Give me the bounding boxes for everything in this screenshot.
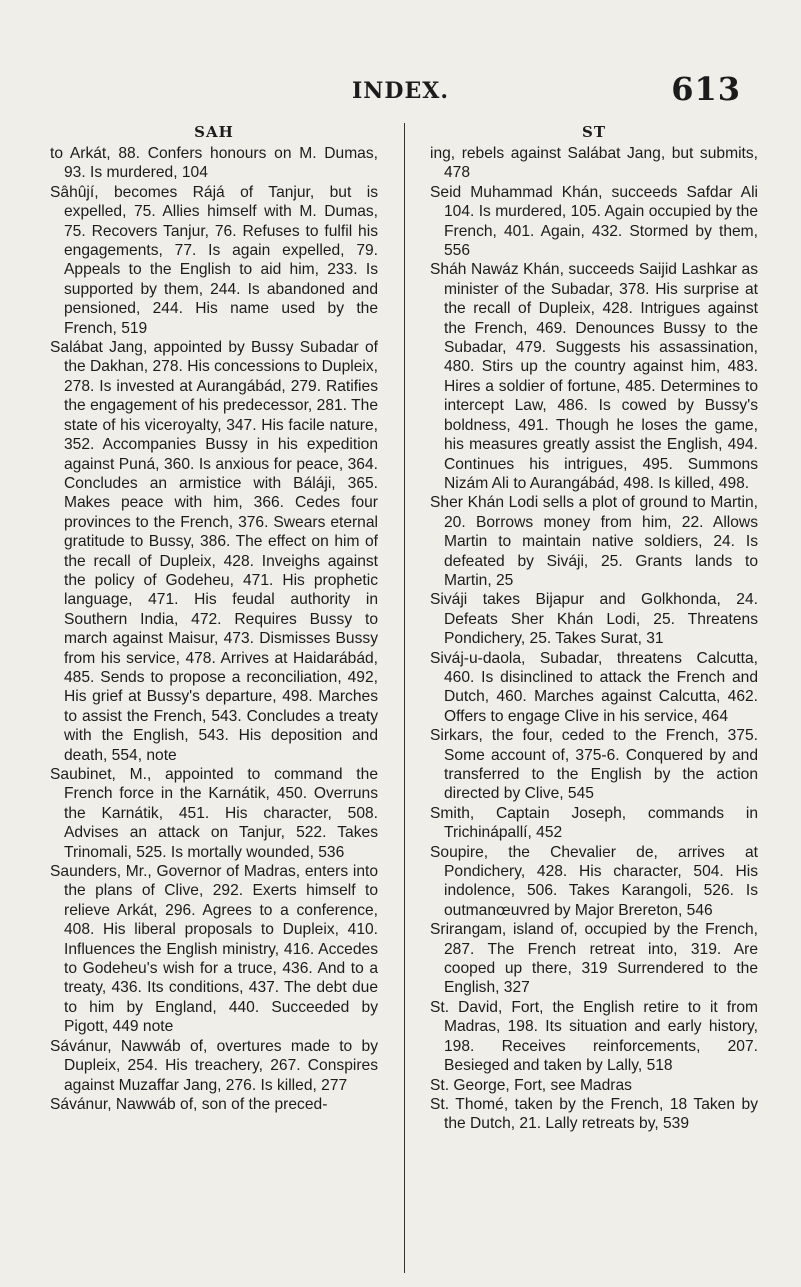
index-entry: Sher Khán Lodi sells a plot of ground to Martin, 20. Borrows money from him, 22. Allows Martin to maintain native soldiers, 24. Is defeated by Siváji, 25. Grants lands to Martin, 25	[430, 494, 758, 589]
index-entry: Sirkars, the four, ceded to the French, 375. Some account of, 375-6. Conquered by and transferred to the English by the action directed by Clive, 545	[430, 727, 758, 803]
index-entry: Saunders, Mr., Governor of Madras, enters into the plans of Clive, 292. Exerts himself to relieve Arkát, 296. Agrees to a conference, 408. His liberal proposals to Dupleix, 410. Influences the English ministry, 416. Accedes to Godeheu's wish for a truce, 436. And to a treaty, 436. Its conditions, 437. The debt due to him by England, 440. Succeeded by Pigott, 449 note	[50, 863, 378, 1036]
page-header	[0, 70, 801, 108]
index-entry: Siváji takes Bijapur and Golkhonda, 24. Defeats Sher Khán Lodi, 25. Threatens Pondichery, 25. Takes Surat, 31	[430, 591, 758, 648]
index-entry: St. George, Fort, see Madras	[430, 1076, 632, 1094]
index-entry: Soupire, the Chevalier de, arrives at Pondichery, 428. His character, 504. His indolence, 506. Takes Karangoli, 526. Is outmanœuvred by Major Brereton, 546	[430, 843, 758, 919]
index-entry: Srirangam, island of, occupied by the French, 287. The French retreat into, 319. Are cooped up there, 319 Surrendered to the English, 327	[430, 921, 758, 997]
page-number: 613	[671, 70, 741, 108]
index-entry: Siváj-u-daola, Subadar, threatens Calcutta, 460. Is disinclined to attack the French and Dutch, 460. Marches against Calcutta, 462. Offers to engage Clive in his service, 464	[430, 649, 758, 725]
index-entry: Sávánur, Nawwáb of, son of the preced-	[50, 1095, 328, 1113]
index-entry: ing, rebels against Salábat Jang, but submits, 478	[430, 145, 758, 182]
index-entry: Smith, Captain Joseph, commands in Trichinápallí, 452	[430, 804, 758, 842]
index-entry: Sávánur, Nawwáb of, overtures made to by Dupleix, 254. His treachery, 267. Conspires against Muzaffar Jang, 276. Is killed, 277	[50, 1037, 378, 1094]
index-entry: to Arkát, 88. Confers honours on M. Dumas, 93. Is murdered, 104	[50, 145, 378, 182]
index-entry: Salábat Jang, appointed by Bussy Subadar of the Dakhan, 278. His concessions to Dupleix, 278. Is invested at Aurangábád, 279. Ratifies the engagement of his predecessor, 281. The state of his viceroyalty, 347. His facile nature, 352. Accompanies Bussy in his expedition against Puná, 360. Is anxious for peace, 364. Concludes an armistice with Báláji, 365. Makes peace with him, 366. Cedes four provinces to the French, 376. Swears eternal gratitude to Bussy, 386. The effect on him of the recall of Dupleix, 428. Inveighs against the policy of Godeheu, 471. His prophetic language, 471. His feudal authority in Southern India, 472. Requires Bussy to march against Maisur, 473. Dismisses Bussy from his service, 478. Arrives at Haidarábád, 485. Sends to propose a reconciliation, 492, His grief at Bussy's departure, 498. Marches to assist the French, 543. Concludes a treaty with the English, 543. His deposition and death, 554, note	[50, 339, 378, 764]
index-entry: Sâhûjí, becomes Rájá of Tanjur, but is expelled, 75. Allies himself with M. Dumas, 75. Recovers Tanjur, 76. Refuses to fulfil his engagements, 77. Is again expelled, 79. Appeals to the English to aid him, 233. Is supported by them, 244. Is abandoned and pensioned, 244. His name used by the French, 519	[50, 183, 378, 337]
index-entry: St. Thomé, taken by the French, 18 Taken by the Dutch, 21. Lally retreats by, 539	[430, 1095, 758, 1133]
right-column-heading: ST	[582, 123, 606, 141]
right-column	[430, 120, 758, 1134]
left-column-heading: SAH	[194, 123, 234, 141]
left-column	[50, 120, 378, 1114]
index-entry: Seid Muhammad Khán, succeeds Safdar Ali 104. Is murdered, 105. Again occupied by the French, 401. Again, 432. Stormed by them, 556	[430, 183, 758, 260]
index-entry: Sháh Nawáz Khán, succeeds Saijid Lashkar as minister of the Subadar, 378. His surprise at the recall of Dupleix, 428. Intrigues against the French, 469. Denounces Bussy to the Subadar, 479. Suggests his assassination, 480. Stirs up the country against him, 483. Hires a soldier of fortune, 485. Determines to intercept Law, 486. Is cowed by Bussy's boldness, 491. Though he loses the game, his measures greatly assist the English, 494. Continues his intrigues, 495. Summons Nizám Ali to Aurangábád, 498. Is killed, 498.	[430, 261, 758, 492]
column-divider	[404, 123, 405, 1273]
index-entry: Saubinet, M., appointed to command the French force in the Karnátik, 450. Overruns the Karnátik, 451. His character, 508. Advises an attack on Tanjur, 522. Takes Trinomali, 525. Is mortally wounded, 536	[50, 766, 378, 861]
index-entry: St. David, Fort, the English retire to it from Madras, 198. Its situation and early history, 198. Receives reinforcements, 207. Besieged and taken by Lally, 518	[430, 998, 758, 1075]
page-title: INDEX.	[352, 78, 449, 104]
